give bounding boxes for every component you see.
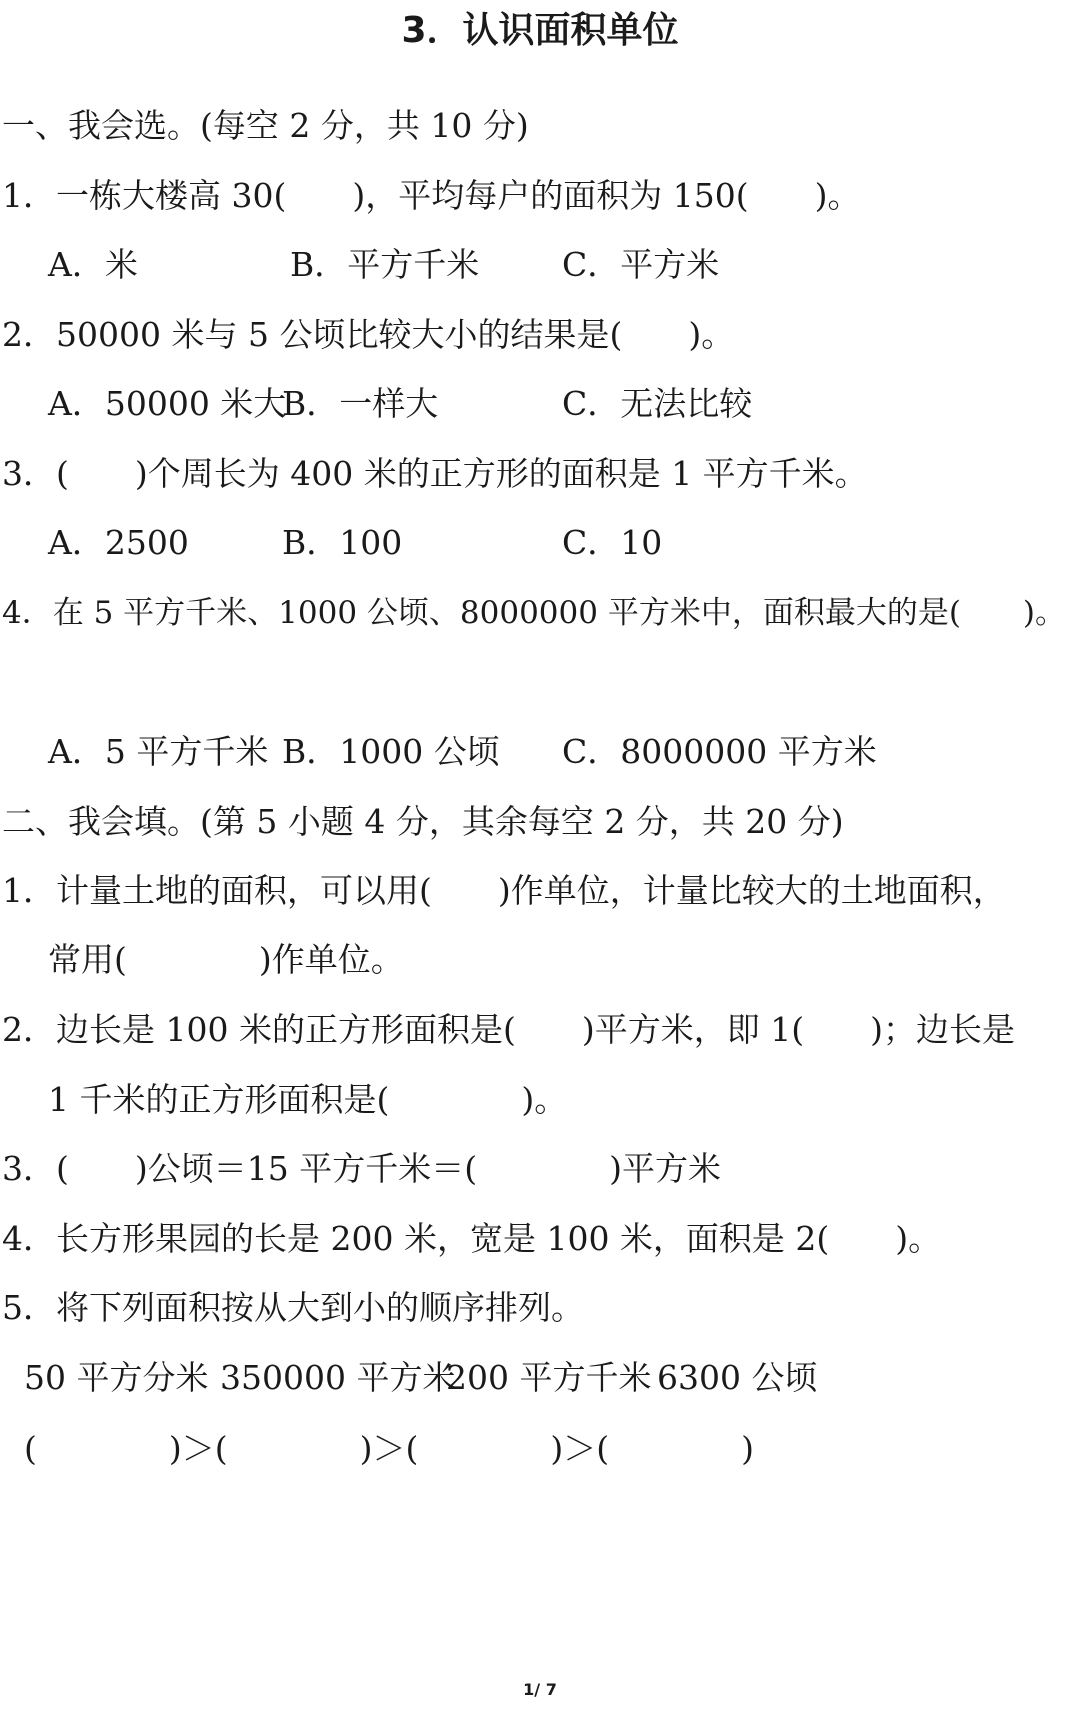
- question-1-1-option-c: C．平方米: [562, 245, 720, 284]
- section-1-heading: 一、我会选。(每空 2 分，共 10 分): [2, 106, 529, 145]
- question-2-5: 5．将下列面积按从大到小的顺序排列。: [2, 1288, 584, 1327]
- area-item-2: 350000 平方米: [220, 1358, 456, 1397]
- question-1-1-option-b: B．平方千米: [290, 245, 480, 284]
- question-2-1-line-2: 常用( )作单位。: [48, 940, 404, 979]
- area-item-1: 50 平方分米: [24, 1358, 209, 1397]
- question-1-3-option-c: C．10: [562, 523, 663, 562]
- page-title: 3．认识面积单位: [401, 10, 679, 51]
- area-item-4: 6300 公顷: [657, 1358, 818, 1397]
- question-1-2-stem: 2．50000 米与 5 公顷比较大小的结果是( )。: [2, 315, 735, 354]
- section-2-heading: 二、我会填。(第 5 小题 4 分，其余每空 2 分，共 20 分): [2, 802, 844, 841]
- ordering-blanks: ( )＞( )＞( )＞( ): [24, 1429, 754, 1468]
- question-1-4-option-b: B．1000 公顷: [282, 732, 500, 771]
- question-1-4-option-c: C．8000000 平方米: [562, 732, 877, 771]
- question-1-3-stem: 3．( )个周长为 400 米的正方形的面积是 1 平方千米。: [2, 454, 868, 493]
- question-1-2-option-c: C．无法比较: [562, 384, 753, 423]
- question-1-1-option-a: A．米: [48, 245, 138, 284]
- question-1-2-option-a: A．50000 米大: [48, 384, 287, 423]
- area-item-3: 200 平方千米: [446, 1358, 652, 1397]
- question-1-4-stem: 4．在 5 平方千米、1000 公顷、8000000 平方米中，面积最大的是( )。: [2, 595, 1067, 631]
- question-1-1-stem: 1．一栋大楼高 30( )，平均每户的面积为 150( )。: [2, 176, 861, 215]
- question-1-3-option-a: A．2500: [48, 523, 189, 562]
- question-1-2-option-b: B．一样大: [282, 384, 439, 423]
- question-2-3: 3．( )公顷＝15 平方千米＝( )平方米: [2, 1149, 721, 1188]
- question-1-3-option-b: B．100: [282, 523, 403, 562]
- page-number: 1/ 7: [523, 1680, 557, 1699]
- question-2-2-line-1: 2．边长是 100 米的正方形面积是( )平方米，即 1( )；边长是: [2, 1010, 1015, 1049]
- question-2-1-line-1: 1．计量土地的面积，可以用( )作单位，计量比较大的土地面积，: [2, 871, 1006, 910]
- question-1-4-option-a: A．5 平方千米: [48, 732, 269, 771]
- question-2-2-line-2: 1 千米的正方形面积是( )。: [48, 1080, 568, 1119]
- question-2-4: 4．长方形果园的长是 200 米，宽是 100 米，面积是 2( )。: [2, 1219, 942, 1258]
